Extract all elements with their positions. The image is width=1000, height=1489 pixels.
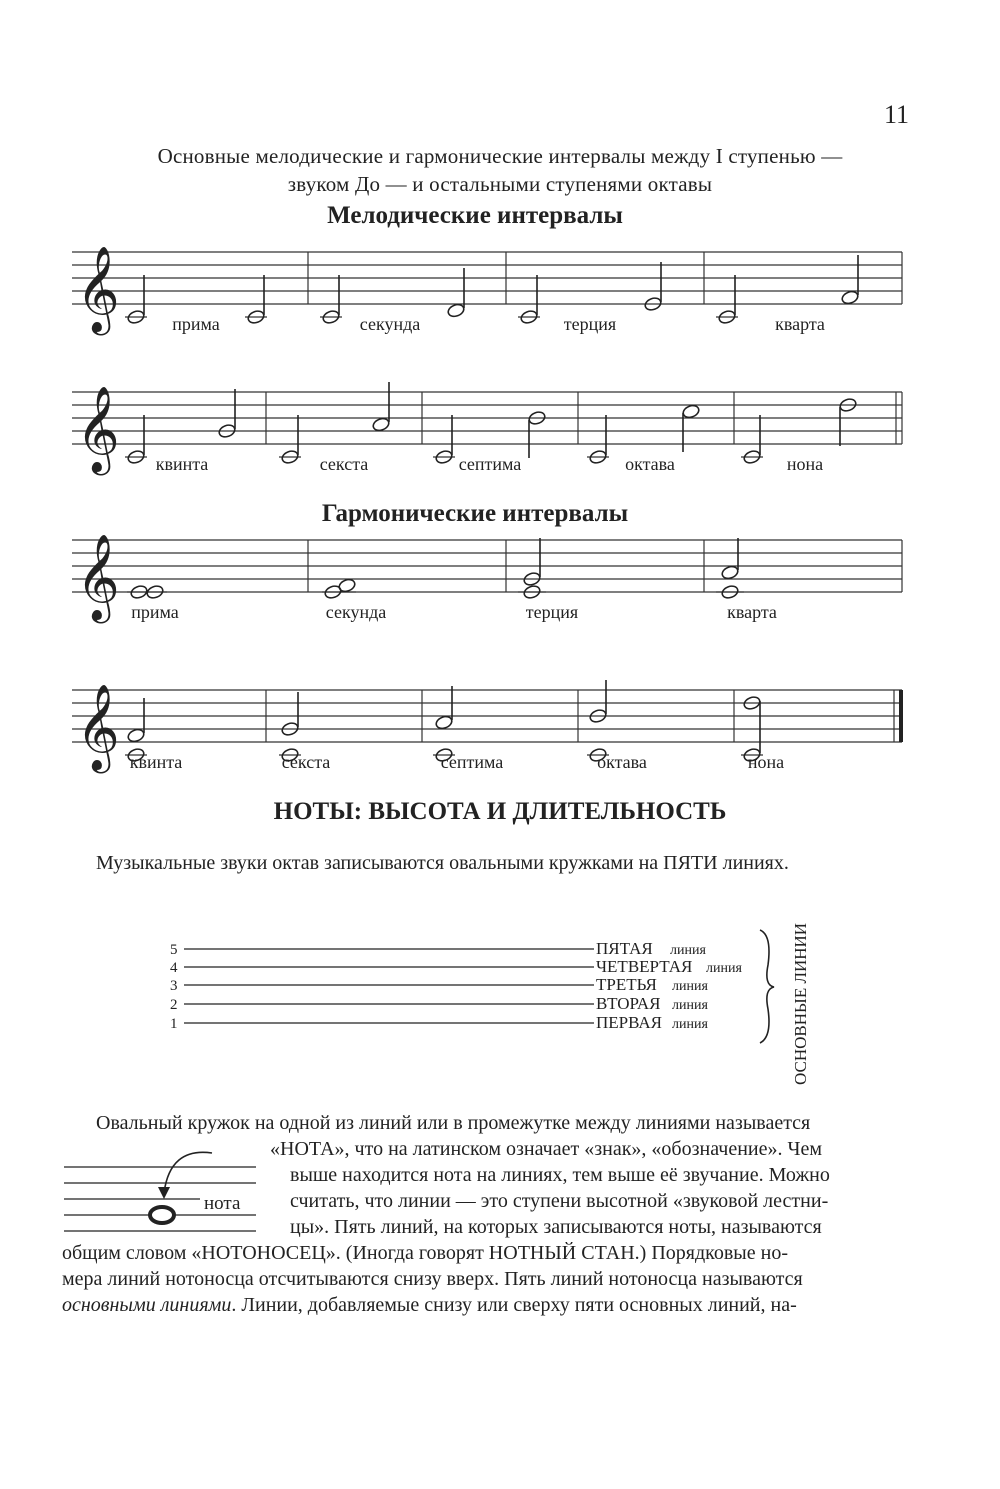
paragraph-line-8-rest: . Линии, добавляемые снизу или сверху пяти основных линий, на- <box>231 1294 797 1316</box>
caption-line-1: Основные мелодические и гармонические интервалы между I ступенью — <box>157 144 843 168</box>
interval-label: нона <box>786 454 824 474</box>
treble-clef-icon: 𝄞 <box>76 534 120 620</box>
interval-label: нона <box>747 752 785 772</box>
line-suffix: линия <box>672 1017 708 1032</box>
interval-label: секста <box>319 454 369 474</box>
melodic-title: Мелодические интервалы <box>327 202 623 229</box>
melodic-staff-2 <box>0 360 1000 480</box>
interval-label: кварта <box>727 602 777 622</box>
line-name: ПЯТАЯ <box>596 939 653 958</box>
interval-label: секунда <box>325 602 387 622</box>
paragraph-line-3: выше находится нота на линиях, тем выше её звучание. Можно <box>290 1164 830 1186</box>
line-name: ТРЕТЬЯ <box>596 975 657 994</box>
interval-label: октава <box>597 752 647 772</box>
arrow-icon <box>164 1152 212 1193</box>
whole-note-icon <box>150 1207 174 1223</box>
intro-text: Музыкальные звуки октав записываются овальными кружками на ПЯТИ линиях. <box>96 852 789 874</box>
line-suffix: линия <box>672 979 708 994</box>
interval-label: кварта <box>775 314 825 334</box>
interval-label: терция <box>563 314 617 334</box>
line-number: 1 <box>170 1016 178 1032</box>
paragraph-line-6: общим словом «НОТОНОСЕЦ». (Иногда говорят НОТНЫЙ СТАН.) Порядковые но- <box>62 1242 788 1264</box>
interval-label: терция <box>525 602 579 622</box>
paragraph-line-1: Овальный кружок на одной из линий или в промежутке между линиями называется <box>96 1112 811 1134</box>
harmonic-title: Гармонические интервалы <box>321 500 629 527</box>
interval-label: октава <box>625 454 675 474</box>
lines-group-label: ОСНОВНЫЕ ЛИНИИ <box>791 922 810 1085</box>
melodic-staff-1 <box>0 220 1000 340</box>
interval-label: септима <box>458 454 522 474</box>
line-suffix: линия <box>670 943 706 958</box>
interval-label: квинта <box>129 752 183 772</box>
paragraph-line-2: «НОТА», что на латинском означает «знак», «обозначение». Чем <box>270 1138 823 1160</box>
treble-clef-icon: 𝄞 <box>76 386 120 472</box>
line-name: ПЕРВАЯ <box>596 1013 662 1032</box>
line-number: 5 <box>170 942 178 958</box>
line-name: ЧЕТВЕРТАЯ <box>596 957 693 976</box>
line-suffix: линия <box>672 998 708 1013</box>
interval-label: прима <box>131 602 179 622</box>
paragraph-line-7: мера линий нотоносца отсчитываются снизу вверх. Пять линий нотоносца называются <box>62 1268 803 1290</box>
brace-icon <box>760 930 774 1043</box>
interval-label: секунда <box>359 314 421 334</box>
line-name: ВТОРАЯ <box>596 994 661 1013</box>
paragraph-line-4: считать, что линии — это ступени высотной «звуковой лестни- <box>290 1190 829 1212</box>
line-number: 4 <box>170 960 178 976</box>
treble-clef-icon: 𝄞 <box>76 246 120 332</box>
harmonic-staff-2 <box>0 658 1000 778</box>
section-heading: НОТЫ: ВЫСОТА И ДЛИТЕЛЬНОСТЬ <box>273 798 727 825</box>
paragraph-line-8 <box>62 1292 797 1318</box>
emphasis-text: основными линиями <box>62 1294 232 1316</box>
interval-label: секста <box>281 752 331 772</box>
interval-label: септима <box>440 752 504 772</box>
line-suffix: линия <box>706 961 742 976</box>
paragraph-line-5: цы». Пять линий, на которых записываются ноты, называются <box>290 1216 822 1238</box>
caption-line-2: звуком До — и остальными ступенями октавы <box>287 172 713 196</box>
interval-label: квинта <box>155 454 209 474</box>
five-lines-diagram <box>160 895 840 1095</box>
harmonic-staff-1 <box>0 508 1000 628</box>
arrow-head-icon <box>158 1187 170 1199</box>
line-number: 3 <box>170 978 178 994</box>
note-label: нота <box>204 1193 241 1214</box>
interval-label: прима <box>172 314 220 334</box>
treble-clef-icon: 𝄞 <box>76 684 120 770</box>
line-number: 2 <box>170 997 178 1013</box>
note-diagram <box>60 1143 270 1238</box>
page-number: 11 <box>884 100 910 129</box>
